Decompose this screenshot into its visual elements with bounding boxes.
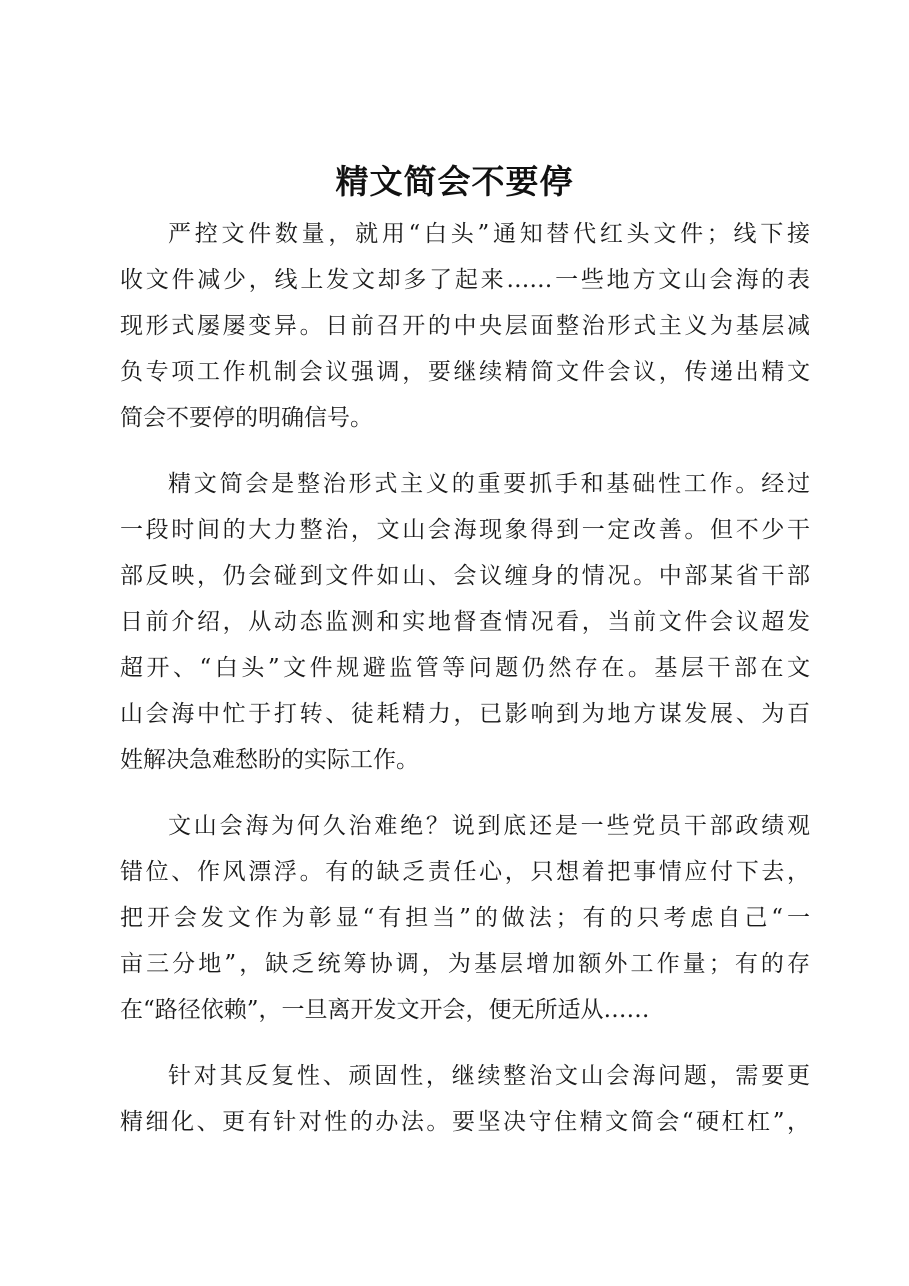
paragraph-line: 错位、作风漂浮。有的缺乏责任心，只想着把事情应付下去， bbox=[120, 859, 810, 885]
paragraph-line: 现形式屡屡变异。日前召开的中央层面整治形式主义为基层减 bbox=[120, 313, 810, 339]
paragraph-4 bbox=[120, 1053, 810, 1145]
paragraph-line: 一段时间的大力整治，文山会海现象得到一定改善。但不少干 bbox=[120, 517, 810, 543]
paragraph-line: 亩三分地”，缺乏统筹协调，为基层增加额外工作量；有的存 bbox=[120, 951, 810, 977]
paragraph-line: 精文简会是整治形式主义的重要抓手和基础性工作。经过 bbox=[168, 471, 810, 497]
paragraph-line: 收文件减少，线上发文却多了起来……一些地方文山会海的表 bbox=[120, 267, 810, 293]
paragraph-1 bbox=[120, 211, 810, 441]
paragraph-line: 日前介绍，从动态监测和实地督查情况看，当前文件会议超发 bbox=[120, 609, 810, 635]
paragraph-2 bbox=[120, 461, 810, 783]
paragraph-line: 精细化、更有针对性的办法。要坚决守住精文简会“硬杠杠”， bbox=[120, 1109, 810, 1135]
paragraph-line: 把开会发文作为彰显“有担当”的做法；有的只考虑自己“一 bbox=[120, 905, 810, 931]
document-body bbox=[120, 211, 810, 1165]
paragraph-line: 在“路径依赖”，一旦离开发文开会，便无所适从…… bbox=[120, 997, 650, 1023]
document-title: 精文简会不要停 bbox=[335, 162, 574, 201]
paragraph-line: 文山会海为何久治难绝？说到底还是一些党员干部政绩观 bbox=[168, 813, 810, 839]
paragraph-line: 严控文件数量，就用“白头”通知替代红头文件；线下接 bbox=[168, 221, 810, 247]
paragraph-line: 负专项工作机制会议强调，要继续精简文件会议，传递出精文 bbox=[120, 359, 810, 385]
paragraph-line: 简会不要停的明确信号。 bbox=[120, 405, 373, 431]
paragraph-line: 部反映，仍会碰到文件如山、会议缠身的情况。中部某省干部 bbox=[120, 563, 810, 589]
paragraph-3 bbox=[120, 803, 810, 1033]
paragraph-line: 针对其反复性、顽固性，继续整治文山会海问题，需要更 bbox=[168, 1063, 810, 1089]
paragraph-line: 超开、“白头”文件规避监管等问题仍然存在。基层干部在文 bbox=[120, 655, 810, 681]
paragraph-line: 山会海中忙于打转、徒耗精力，已影响到为地方谋发展、为百 bbox=[120, 701, 810, 727]
paragraph-line: 姓解决急难愁盼的实际工作。 bbox=[120, 747, 419, 773]
